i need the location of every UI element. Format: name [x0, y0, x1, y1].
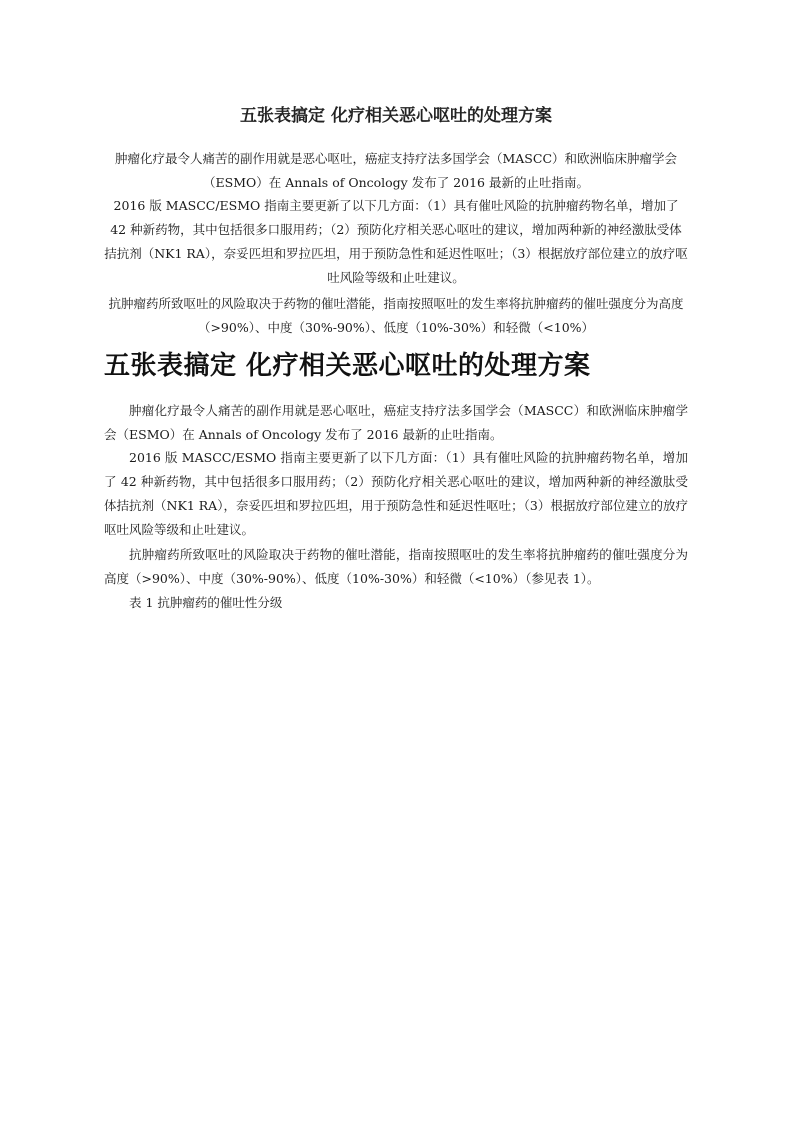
table-caption: 表 1 抗肿瘤药的催吐性分级 [129, 595, 283, 610]
summary-paragraph-risk: 抗肿瘤药所致呕吐的风险取决于药物的催吐潜能，指南按照呕吐的发生率将抗肿瘤药的催吐强度分为高度（>90%）、中度（30%-90%）、低度（10%-30%）和轻微（<10%） [108, 296, 684, 335]
summary-paragraph-updates: 2016 版 MASCC/ESMO 指南主要更新了以下几方面：（1）具有催吐风险的抗肿瘤药物名单，增加了 42 种新药物，其中包括很多口服用药；（2）预防化疗相关恶心呕吐的建议，增加两种新的神经激肽受体拮抗剂（NK1 RA），奈妥匹坦和罗拉匹坦，用于预防急性和延迟性呕吐；（3）根据放疗部位建立的放疗呕吐风险等级和止吐建议。 [104, 198, 688, 285]
summary-paragraph-intro: 肿瘤化疗最令人痛苦的副作用就是恶心呕吐，癌症支持疗法多国学会（MASCC）和欧洲临床肿瘤学会（ESMO）在 Annals of Oncology 发布了 2016 最新的止吐指南。 [114, 151, 678, 190]
page-title: 五张表搞定 化疗相关恶心呕吐的处理方案 [104, 351, 591, 381]
body-paragraph-risk: 抗肿瘤药所致呕吐的风险取决于药物的催吐潜能，指南按照呕吐的发生率将抗肿瘤药的催吐强度分为高度（>90%）、中度（30%-90%）、低度（10%-30%）和轻微（<10%）（参见表 1）。 [104, 547, 688, 586]
body-paragraph-intro: 肿瘤化疗最令人痛苦的副作用就是恶心呕吐，癌症支持疗法多国学会（MASCC）和欧洲临床肿瘤学会（ESMO）在 Annals of Oncology 发布了 2016 最新的止吐指南。 [104, 403, 688, 442]
summary-title: 五张表搞定 化疗相关恶心呕吐的处理方案 [240, 106, 552, 126]
body-paragraph-updates: 2016 版 MASCC/ESMO 指南主要更新了以下几方面：（1）具有催吐风险的抗肿瘤药物名单，增加了 42 种新药物，其中包括很多口服用药；（2）预防化疗相关恶心呕吐的建议，增加两种新的神经激肽受体拮抗剂（NK1 RA），奈妥匹坦和罗拉匹坦，用于预防急性和延迟性呕吐；（3）根据放疗部位建立的放疗呕吐风险等级和止吐建议。 [104, 450, 688, 537]
